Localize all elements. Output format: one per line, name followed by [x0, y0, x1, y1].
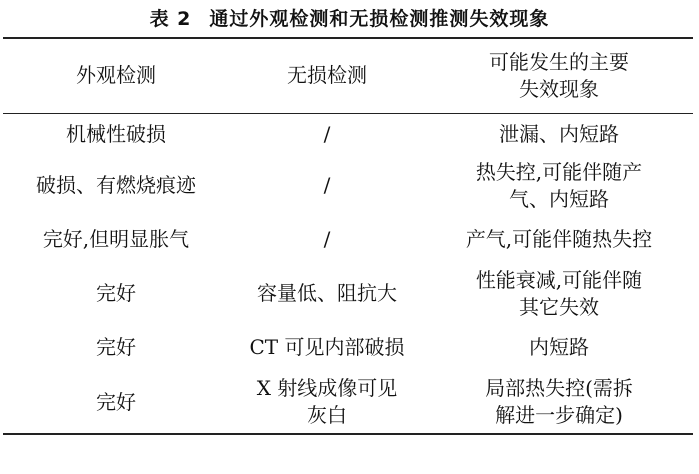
cell-failure [425, 263, 693, 324]
cell-failure-line-1: 热失控,可能伴随产 [475, 159, 643, 184]
header-failure-line-1: 可能发生的主要 [489, 49, 629, 74]
cell-failure-line-2: 其它失效 [519, 294, 599, 319]
header-nondestructive-testing: 无损检测 [287, 63, 367, 88]
table-caption [0, 4, 699, 34]
cell-failure: 泄漏、内短路 [499, 121, 619, 146]
cell-failure-line-2: 解进一步确定) [495, 403, 623, 427]
cell-ndt-line-1: X 射线成像可见 [256, 376, 398, 400]
cell-ndt: / [323, 173, 331, 197]
cell-visual: 完好 [96, 335, 136, 359]
cell-ndt: / [323, 121, 331, 146]
cell-ndt-line-2: 灰白 [307, 403, 347, 427]
table-row [3, 263, 693, 324]
cell-ndt: CT 可见内部破损 [249, 335, 405, 359]
cell-ndt: 容量低、阻抗大 [257, 281, 397, 305]
cell-failure: 产气,可能伴随热失控 [465, 227, 653, 251]
failure-inference-table [3, 37, 693, 435]
table-row [3, 113, 693, 155]
cell-failure-line-1: 性能衰减,可能伴随 [475, 267, 643, 292]
table-row [3, 216, 693, 263]
cell-failure-line-2: 气、内短路 [509, 186, 609, 211]
table-row [3, 371, 693, 434]
cell-ndt: / [323, 227, 331, 251]
table-row [3, 155, 693, 216]
cell-visual: 完好,但明显胀气 [42, 227, 190, 251]
cell-visual: 机械性破损 [66, 121, 166, 146]
table-number: 表 2 [149, 8, 192, 30]
cell-failure-line-1: 局部热失控(需拆 [485, 376, 633, 400]
cell-visual: 破损、有燃烧痕迹 [36, 173, 196, 197]
cell-visual: 完好 [96, 281, 136, 305]
header-visual-inspection: 外观检测 [76, 63, 156, 88]
cell-ndt [229, 371, 425, 434]
cell-failure [425, 155, 693, 216]
header-failure-line-2: 失效现象 [519, 76, 599, 101]
table-header-row [3, 38, 693, 113]
cell-visual: 完好 [96, 389, 136, 414]
header-failure-phenomenon [425, 38, 693, 113]
cell-failure [425, 371, 693, 434]
table-row [3, 324, 693, 371]
table-title: 通过外观检测和无损检测推测失效现象 [209, 8, 550, 30]
cell-failure: 内短路 [529, 335, 589, 359]
